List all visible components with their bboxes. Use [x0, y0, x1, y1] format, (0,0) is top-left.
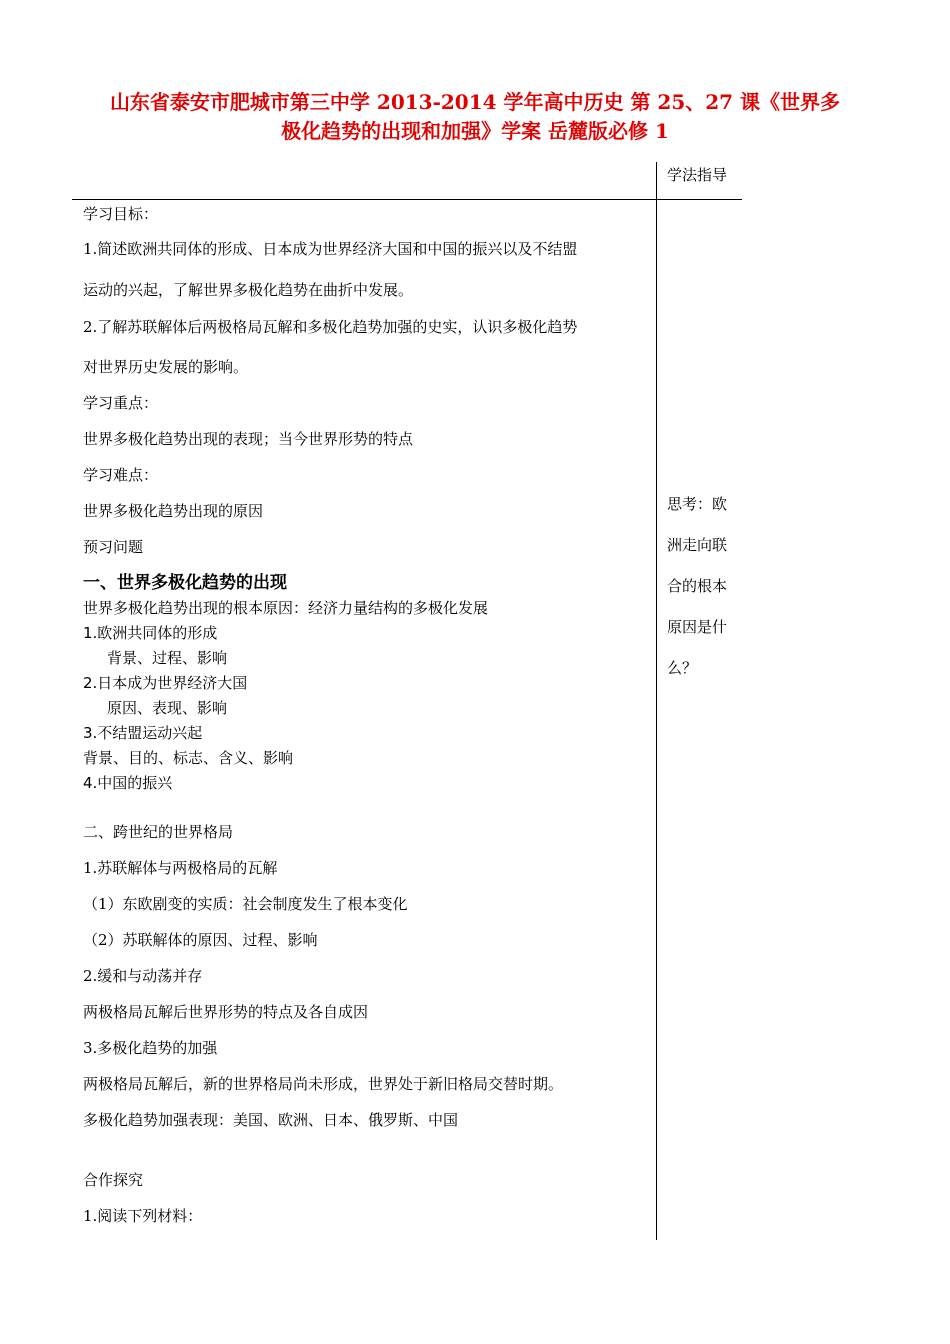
section-1-item-3: 3.不结盟运动兴起 — [83, 724, 203, 742]
section-2-item-1-b: （2）苏联解体的原因、过程、影响 — [83, 931, 318, 949]
cooperation-item-1: 1.阅读下列材料： — [83, 1207, 203, 1225]
sidebar-note-line: 原因是什 — [667, 618, 728, 636]
title-line-2: 极化趋势的出现和加强》学案 岳麓版必修 1 — [281, 119, 669, 143]
section-1-item-4: 4.中国的振兴 — [83, 774, 173, 792]
cooperation-label: 合作探究 — [83, 1171, 144, 1189]
section-1-item-2-sub: 原因、表现、影响 — [107, 699, 228, 717]
sidebar-note-line: 思考：欧 — [667, 495, 728, 513]
goal-1-line-1: 1.简述欧洲共同体的形成、日本成为世界经济大国和中国的振兴以及不结盟 — [83, 240, 578, 258]
sidebar-note-line: 洲走向联 — [667, 536, 728, 554]
section-1-root-cause: 世界多极化趋势出现的根本原因：经济力量结构的多极化发展 — [83, 599, 489, 617]
difficulty-text: 世界多极化趋势出现的原因 — [83, 502, 264, 520]
goal-2-line-1: 2.了解苏联解体后两极格局瓦解和多极化趋势加强的史实，认识多极化趋势 — [83, 318, 578, 336]
section-2-item-3-text-1: 两极格局瓦解后，新的世界格局尚未形成，世界处于新旧格局交替时期。 — [83, 1075, 564, 1093]
section-2-item-3: 3.多极化趋势的加强 — [83, 1039, 218, 1057]
key-points-text: 世界多极化趋势出现的表现；当今世界形势的特点 — [83, 430, 414, 448]
column-divider — [656, 162, 657, 1240]
sidebar-note-line: 么？ — [667, 659, 698, 677]
section-1-item-1: 1.欧洲共同体的形成 — [83, 624, 218, 642]
header-rule — [72, 199, 742, 200]
section-1-item-3-sub: 背景、目的、标志、含义、影响 — [83, 749, 294, 767]
goals-label: 学习目标： — [83, 205, 159, 223]
key-points-label: 学习重点： — [83, 394, 159, 412]
difficulty-label: 学习难点： — [83, 466, 159, 484]
section-1-item-2: 2.日本成为世界经济大国 — [83, 674, 248, 692]
section-1-item-1-sub: 背景、过程、影响 — [107, 649, 228, 667]
document-title — [70, 88, 880, 146]
section-2-item-1-a: （1）东欧剧变的实质：社会制度发生了根本变化 — [83, 895, 408, 913]
preview-label: 预习问题 — [83, 538, 144, 556]
section-2-item-2-text: 两极格局瓦解后世界形势的特点及各自成因 — [83, 1003, 369, 1021]
section-2-item-3-text-2: 多极化趋势加强表现：美国、欧洲、日本、俄罗斯、中国 — [83, 1111, 459, 1129]
section-2-title: 二、跨世纪的世界格局 — [83, 823, 234, 841]
title-line-1: 山东省泰安市肥城市第三中学 2013-2014 学年高中历史 第 25、27 课《世界多 — [109, 90, 841, 114]
section-1-title: 一、世界多极化趋势的出现 — [83, 573, 287, 593]
sidebar-header: 学法指导 — [667, 166, 728, 184]
goal-1-line-2: 运动的兴起，了解世界多极化趋势在曲折中发展。 — [83, 281, 414, 299]
section-2-item-1: 1.苏联解体与两极格局的瓦解 — [83, 859, 278, 877]
goal-2-line-2: 对世界历史发展的影响。 — [83, 358, 249, 376]
sidebar-note-line: 合的根本 — [667, 577, 728, 595]
section-2-item-2: 2.缓和与动荡并存 — [83, 967, 203, 985]
